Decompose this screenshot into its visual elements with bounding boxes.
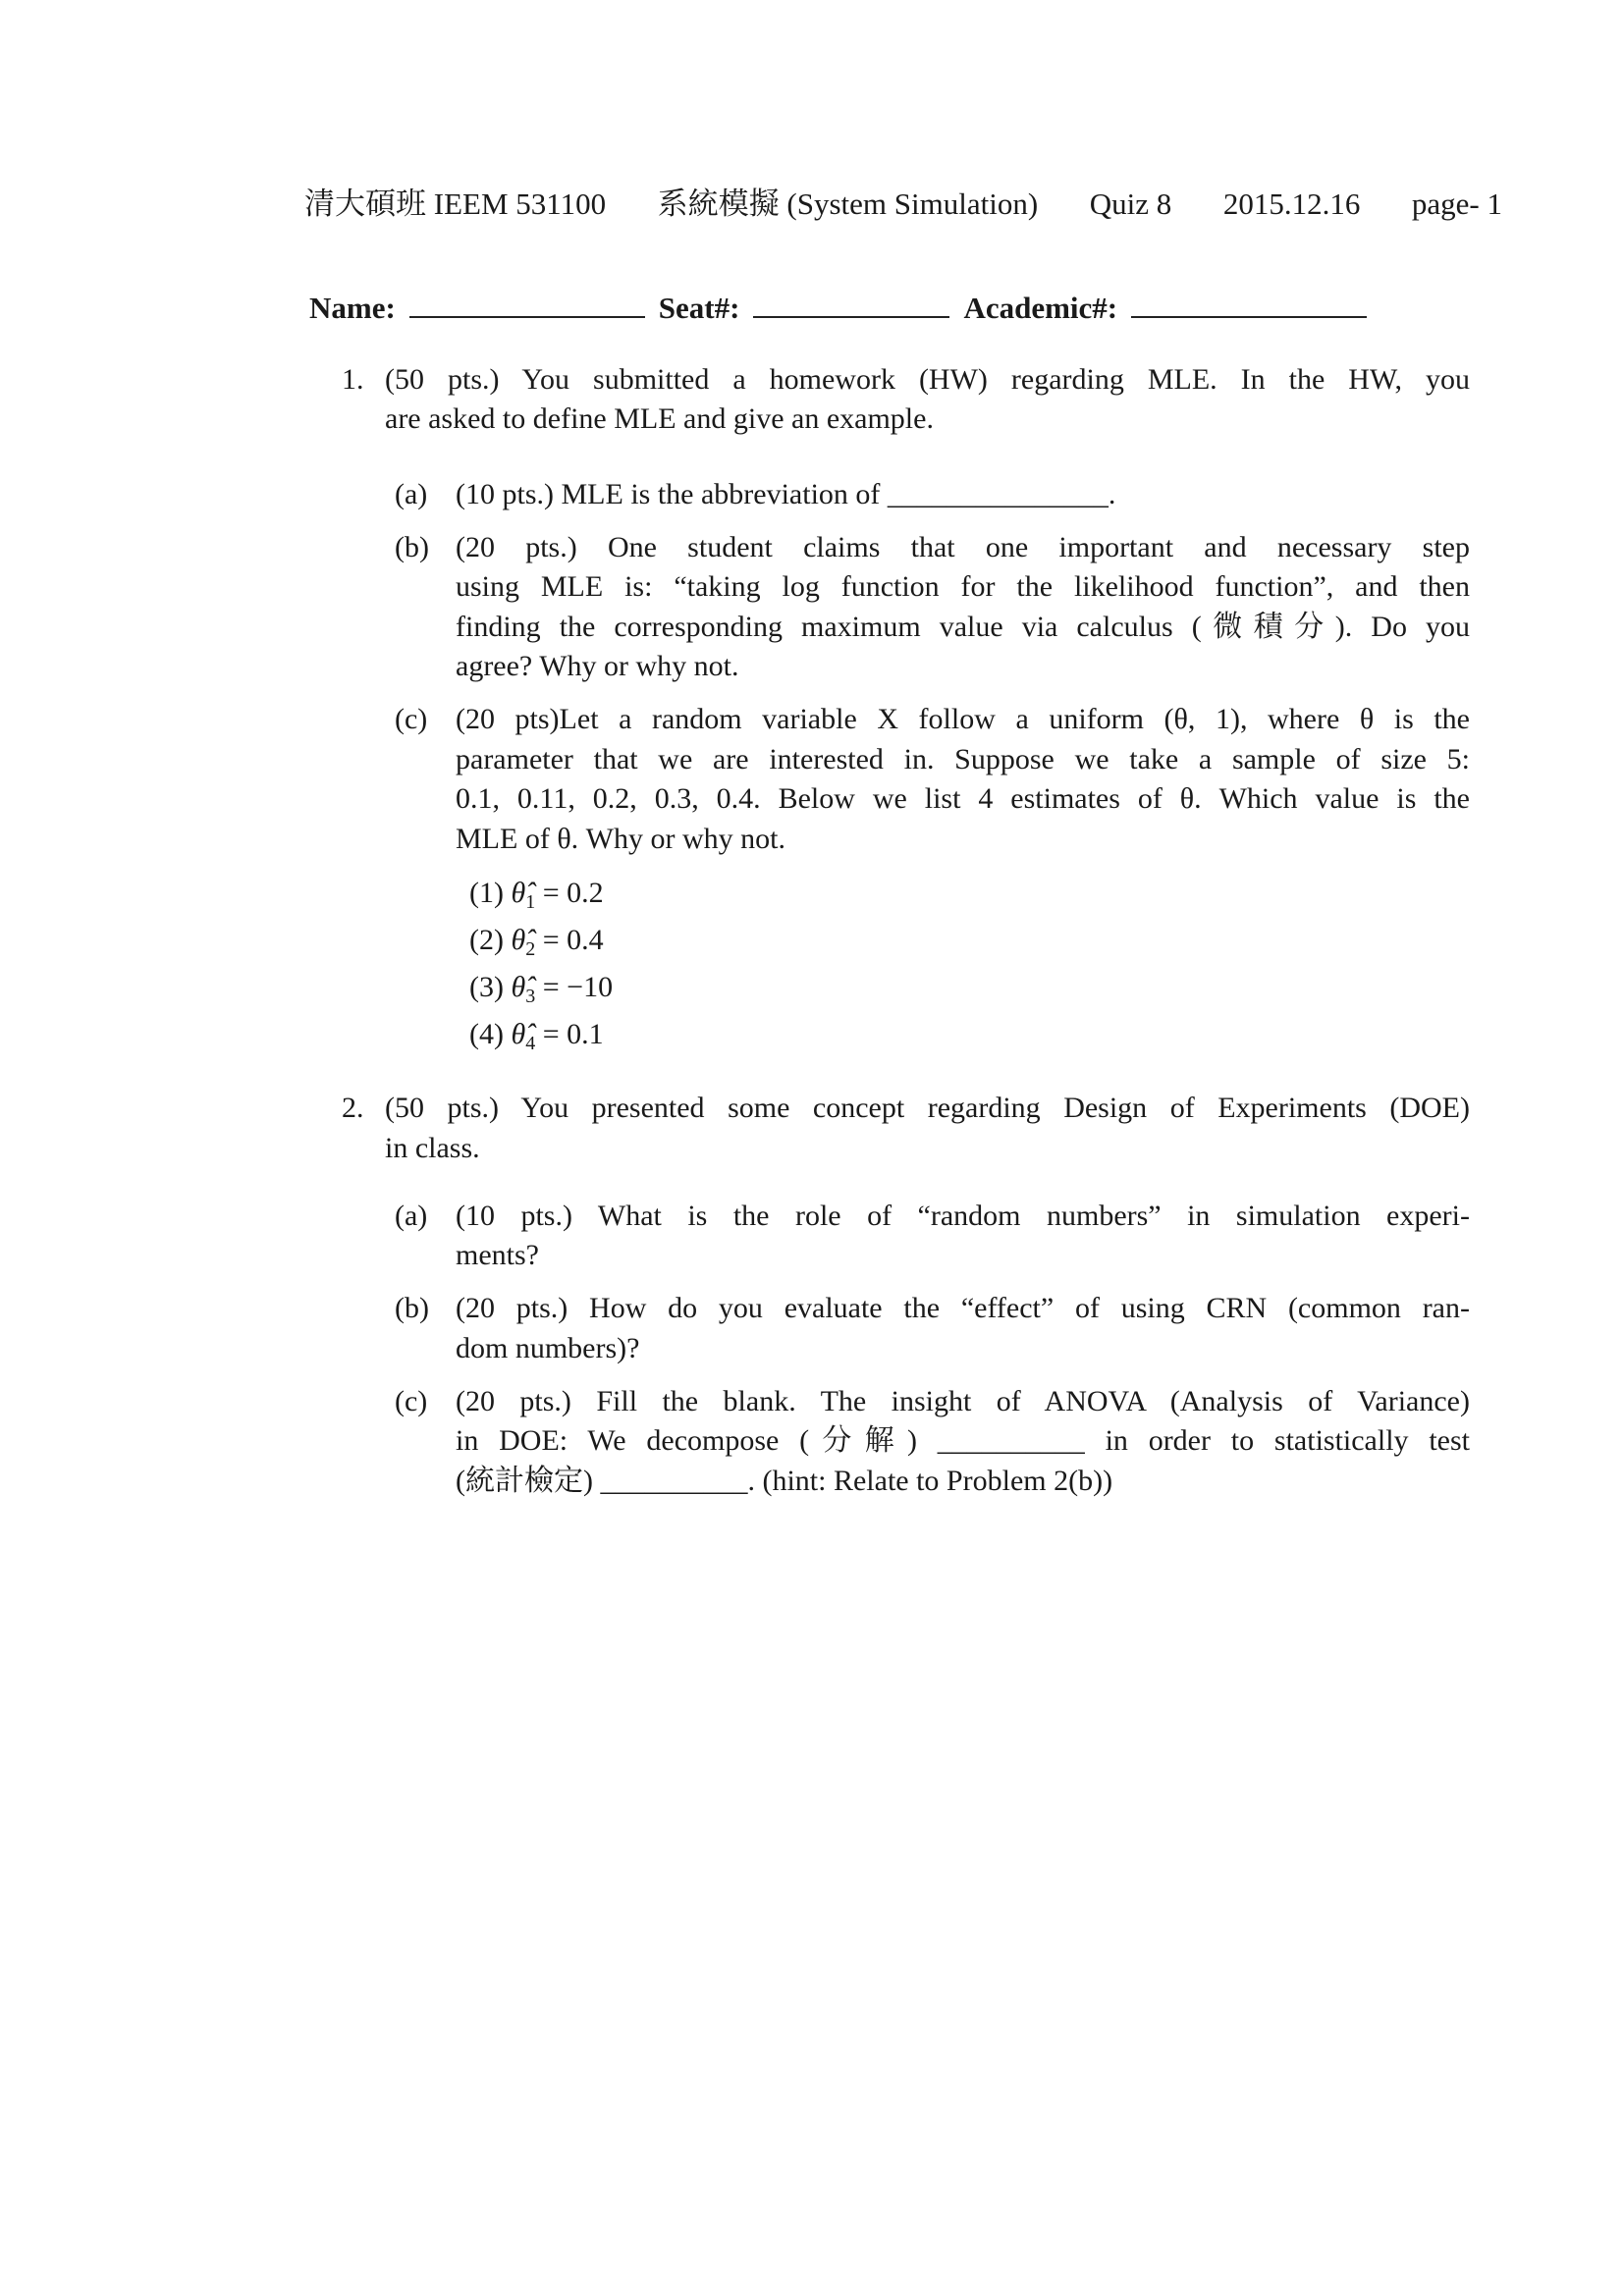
estimate-subscript: 4 — [525, 1033, 536, 1054]
q2c-label: (c) — [395, 1385, 428, 1417]
page-number: page- 1 — [1411, 187, 1502, 221]
q1c-label: (c) — [395, 703, 428, 735]
q2b-text-line: dom numbers)? — [456, 1332, 640, 1364]
q1c-text-line: (20 pts)Let a random variable X follow a uniform (θ, 1), where θ is the — [456, 703, 1470, 735]
q1b-text-line: (20 pts.) One student claims that one important and necessary step — [456, 531, 1470, 563]
estimate-item — [469, 874, 604, 913]
estimate-subscript: 1 — [525, 891, 536, 913]
q1a-label: (a) — [395, 478, 428, 510]
estimate-label: (3) — [469, 971, 504, 1003]
estimate-value: = 0.1 — [542, 1018, 604, 1050]
q2-text-line: in class. — [385, 1132, 480, 1164]
estimate-label: (2) — [469, 924, 504, 956]
q1b-label: (b) — [395, 531, 429, 563]
student-info-fields — [309, 287, 1468, 326]
q2c-text-line: (統計檢定) __________. (hint: Relate to Problem 2(b)) — [456, 1465, 1113, 1497]
name-label: Name: — [309, 291, 396, 325]
estimate-subscript: 2 — [525, 938, 536, 960]
page-header — [304, 185, 1502, 224]
estimate-label: (4) — [469, 1018, 504, 1050]
q2-text-line: (50 pts.) You presented some concept regarding Design of Experiments (DOE) — [385, 1092, 1470, 1124]
q2-number: 2. — [342, 1092, 364, 1124]
q2c-text-line: in DOE: We decompose (分解) __________ in order to statistically test — [456, 1424, 1470, 1457]
q2b-label: (b) — [395, 1292, 429, 1324]
q1c-text-line: 0.1, 0.11, 0.2, 0.3, 0.4. Below we list 4 estimates of θ. Which value is the — [456, 782, 1470, 815]
q2b-text-line: (20 pts.) How do you evaluate the “effect” of using CRN (common ran- — [456, 1292, 1470, 1324]
q1c-text-line: parameter that we are interested in. Suppose we take a sample of size 5: — [456, 743, 1470, 775]
course-code: 清大碩班 IEEM 531100 — [304, 187, 607, 221]
estimate-item — [469, 1015, 604, 1054]
theta-hat-symbol: θ̂ — [511, 924, 526, 956]
q1-number: 1. — [342, 363, 364, 396]
course-title: 系統模擬 (System Simulation) — [657, 187, 1039, 221]
academic-blank[interactable] — [1131, 287, 1367, 318]
q1b-text-line: finding the corresponding maximum value via calculus (微積分). Do you — [456, 611, 1470, 643]
q1a-text-line: (10 pts.) MLE is the abbreviation of _______________. — [456, 478, 1116, 510]
seat-label: Seat#: — [658, 291, 740, 325]
estimate-value: = 0.4 — [542, 924, 604, 956]
estimate-value: = −10 — [542, 971, 614, 1003]
estimate-label: (1) — [469, 877, 504, 909]
q2a-text-line: (10 pts.) What is the role of “random numbers” in simulation experi- — [456, 1200, 1470, 1232]
theta-hat-symbol: θ̂ — [511, 877, 526, 909]
estimate-item — [469, 968, 613, 1007]
q2a-text-line: ments? — [456, 1239, 539, 1271]
estimate-subscript: 3 — [525, 986, 536, 1007]
academic-label: Academic#: — [963, 291, 1118, 325]
q2c-text-line: (20 pts.) Fill the blank. The insight of ANOVA (Analysis of Variance) — [456, 1385, 1470, 1417]
q1-text-line: are asked to define MLE and give an example. — [385, 402, 934, 435]
name-blank[interactable] — [409, 287, 645, 318]
q1c-text-line: MLE of θ. Why or why not. — [456, 823, 785, 855]
q1b-text-line: using MLE is: “taking log function for the likelihood function”, and then — [456, 570, 1470, 603]
quiz-number: Quiz 8 — [1089, 187, 1172, 221]
q2a-label: (a) — [395, 1200, 428, 1232]
quiz-date: 2015.12.16 — [1222, 187, 1361, 221]
q1-text-line: (50 pts.) You submitted a homework (HW) regarding MLE. In the HW, you — [385, 363, 1470, 396]
theta-hat-symbol: θ̂ — [511, 971, 526, 1003]
theta-hat-symbol: θ̂ — [511, 1018, 526, 1050]
q1b-text-line: agree? Why or why not. — [456, 650, 739, 682]
estimate-value: = 0.2 — [542, 877, 604, 909]
seat-blank[interactable] — [753, 287, 949, 318]
estimate-item — [469, 921, 604, 960]
